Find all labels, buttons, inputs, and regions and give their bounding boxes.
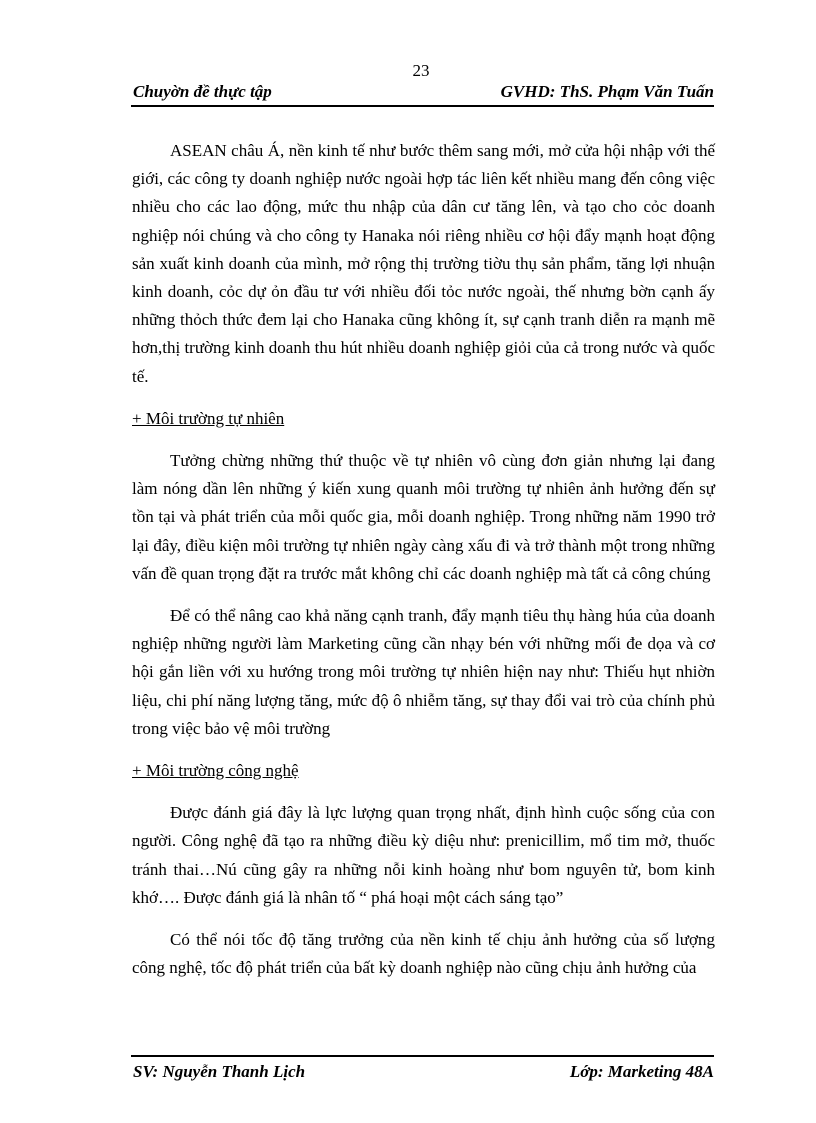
paragraph-3: Để có thể nâng cao khả năng cạnh tranh, đẩy mạnh tiêu thụ hàng húa của doanh nghiệp những người làm Marketing cũng cần nhạy bén với những mối đe dọa và cơ hội gắn liền với xu hướng trong môi trường tự nhiên hiện nay như: Thiếu hụt nhiờn liệu, chi phí năng lượng tăng, mức độ ô nhiễm tăng, sự thay đổi vai trò của chính phủ trong việc bảo vệ môi trường (132, 606, 715, 738)
paragraph-4: Được đánh giá đây là lực lượng quan trọng nhất, định hình cuộc sống của con người. Công nghệ đã tạo ra những điều kỳ diệu như: prenicillim, mổ tim mở, thuốc tránh thai…Nú cũng gây ra những nỗi kinh hoàng như bom nguyên tử, bom kinh khớ…. Được đánh giá là nhân tố “ phá hoại một cách sáng tạo” (132, 803, 715, 907)
section-heading-natural-environment: + Môi trường tự nhiên (132, 408, 285, 428)
page-header (131, 80, 714, 107)
paragraph-5: Có thể nói tốc độ tăng trưởng của nền kinh tế chịu ảnh hưởng của số lượng công nghệ, tốc độ phát triển của bất kỳ doanh nghiệp nào cũng chịu ảnh hưởng của (132, 930, 715, 978)
header-title: Chuyờn đề thực tập (133, 82, 272, 101)
header-advisor: GVHD: ThS. Phạm Văn Tuấn (500, 82, 714, 101)
footer-class: Lớp: Marketing 48A (569, 1062, 714, 1081)
page-number: 23 (412, 61, 430, 80)
document-body (132, 137, 715, 996)
footer-student: SV: Nguyễn Thanh Lịch (133, 1062, 306, 1081)
paragraph-2: Tưởng chừng những thứ thuộc về tự nhiên vô cùng đơn giản nhưng lại đang làm nóng dần lên những ý kiến xung quanh môi trường tự nhiên ảnh hưởng đến sự tồn tại và phát triển của mỗi quốc gia, mỗi doanh nghiệp. Trong những năm 1990 trở lại đây, điều kiện môi trường tự nhiên ngày càng xấu đi và trở thành một trong những vấn đề quan trọng đặt ra trước mắt không chỉ các doanh nghiệp mà tất cả công chúng (132, 451, 715, 583)
paragraph-1: ASEAN châu Á, nền kinh tế như bước thêm sang mới, mở cửa hội nhập với thế giới, các công ty doanh nghiệp nước ngoài hợp tác liên kết nhiều mang đến công việc nhiều cho các lao động, mức thu nhập của dân cư tăng lên, và tạo cho cỏc doanh nghiệp nói chúng và cho công ty Hanaka nói riêng nhiều cơ hội đẩy mạnh hoạt động sản xuất kinh doanh của mình, mở rộng thị trường tiờu thụ sản phẩm, tăng lợi nhuận kinh doanh, cỏc dự ỏn đầu tư với nhiều đối tỏc nước ngoài, thế nhưng bờn cạnh ấy những thỏch thức đem lại cho Hanaka cũng không ít, sự cạnh tranh diễn ra mạnh mẽ hơn,thị trường kinh doanh thu hút nhiều doanh nghiệp giỏi của cả trong nước và quốc tế. (132, 141, 715, 386)
page-footer (131, 1055, 714, 1087)
section-heading-technology-environment: + Môi trường công nghệ (132, 761, 299, 781)
